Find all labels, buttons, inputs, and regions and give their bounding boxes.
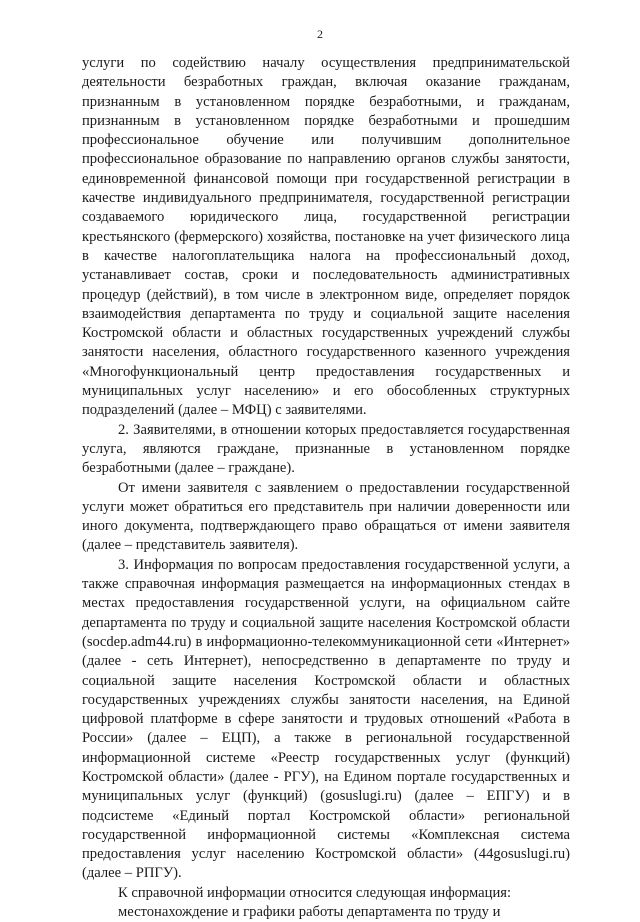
paragraph-item-2-applicants: 2. Заявителями, в отношении которых предоставляется государственная услуга, являются граждане, признанные в установленном порядке безработными (далее – граждане). xyxy=(82,421,570,477)
paragraph-item-3-information: 3. Информация по вопросам предоставления государственной услуги, а также справочная информация размещается на информационных стендах в местах предоставления государственной услуги, на официальном сайте департамента по труду и социальной защите населения Костромской области (socdep.adm44.ru) в информационно-телекоммуникационной сети «Интернет» (далее - сеть Интернет), непосредственно в департаменте по труду и социальной защите населения Костромской области и областных государственных учреждениях службы занятости населения, на Единой цифровой платформе в сфере занятости и трудовых отношений «Работа в России» (далее – ЕЦП), а также в региональной государственной информационной системе «Реестр государственных услуг (функций) Костромской области» (далее - РГУ), на Едином портале государственных и муниципальных услуг (функций) (gosuslugi.ru) (далее – ЕПГУ) и в подсистеме «Единый портал Костромской области» региональной государственной информационной системы «Комплексная система предоставления услуг населению Костромской области» (44gosuslugi.ru) (далее – РПГУ). xyxy=(82,556,570,882)
paragraph-intro-continuation: услуги по содействию началу осуществления предпринимательской деятельности безработных граждан, включая оказание гражданам, признанным в установленном порядке безработными, и гражданам, признанным в установленном порядке безработными и прошедшим профессиональное обучение или получившим дополнительное профессиональное образование по направлению органов службы занятости, единовременной финансовой помощи при государственной регистрации в качестве индивидуального предпринимателя, государственной регистрации создаваемого юридического лица, государственной регистрации крестьянского (фермерского) хозяйства, постановке на учет физического лица в качестве налогоплательщика налога на профессиональный доход, устанавливает состав, сроки и последовательность административных процедур (действий), в том числе в электронном виде, определяет порядок взаимодействия департамента по труду и социальной защите населения Костромской области и областных государственных учреждений службы занятости населения, областного государственного казенного учреждения «Многофункциональный центр предоставления государственных и муниципальных услуг населению» и его обособленных структурных подразделений (далее – МФЦ) с заявителями. xyxy=(82,55,570,419)
paragraph-reference-info: К справочной информации относится следующая информация: xyxy=(118,884,512,901)
paragraph-representative: От имени заявителя с заявлением о предоставлении государственной услуги может обратиться его представитель при наличии доверенности или иного документа, подтверждающего право обращаться от имени заявителя (далее – представитель заявителя). xyxy=(82,479,570,554)
document-body xyxy=(82,54,570,922)
paragraph-location-schedule: местонахождение и графики работы департамента по труду и xyxy=(118,904,501,921)
page-number: 2 xyxy=(317,27,323,41)
